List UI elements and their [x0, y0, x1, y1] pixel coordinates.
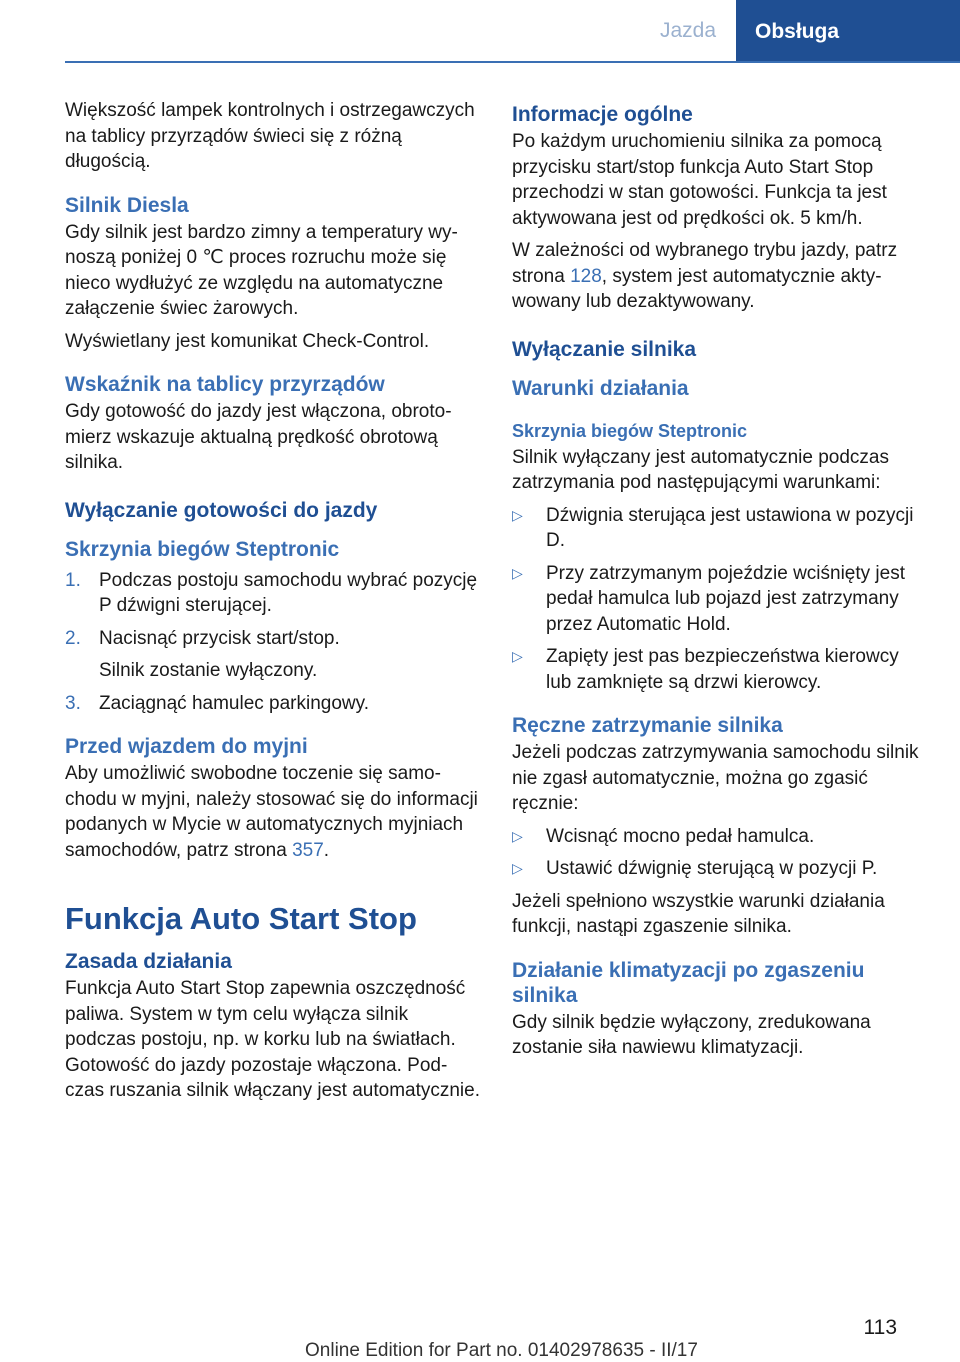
steptronic-heading-right: Skrzynia biegów Steptronic — [512, 420, 748, 441]
manual-step-text: Ustawić dźwignię sterującą w pozycji P. — [546, 858, 878, 879]
engine-off-heading: Wyłączanie silnika — [512, 337, 697, 361]
steptronic-paragraph: Silnik wyłączany jest automatycznie podczas zatrzymania pod następującymi warunkami: — [512, 446, 890, 493]
tacho-heading: Wskaźnik na tablicy przyrządów — [65, 373, 385, 396]
right-column — [512, 98, 927, 1068]
wash-text-end: . — [323, 839, 330, 861]
diesel-heading: Silnik Diesla — [65, 193, 189, 217]
triangle-bullet-icon: ▷ — [512, 860, 523, 876]
step-number: 2. — [65, 627, 81, 649]
left-column — [65, 98, 480, 1111]
triangle-bullet-icon: ▷ — [512, 564, 523, 581]
step-2-continuation: Silnik zostanie wyłączony. — [99, 660, 318, 681]
triangle-bullet-icon: ▷ — [512, 827, 523, 844]
list-item — [65, 691, 480, 717]
triangle-bullet-icon: ▷ — [512, 648, 523, 664]
ready-off-heading: Wyłączanie gotowości do jazdy — [65, 498, 378, 522]
list-item — [512, 561, 927, 638]
list-item — [65, 626, 480, 652]
list-item — [512, 824, 927, 850]
page-header — [0, 0, 960, 62]
condition-text: Dźwignia sterująca jest ustawiona w pozycji D. — [546, 504, 914, 551]
page-link-128[interactable]: 128 — [570, 265, 602, 287]
wash-text: Aby umożliwić swobodne toczenie się samochodu w myjni, należy stosować się do informacji podanych w Mycie w automatycznych myjniach samochodów, patrz strona — [65, 763, 478, 861]
intro-paragraph: Większość lampek kontrolnych i ostrzegawczych na tablicy przyrządów świeci się z różną długością. — [65, 100, 475, 172]
step-number: 1. — [65, 569, 81, 591]
list-item — [512, 644, 927, 695]
list-item — [65, 568, 480, 619]
general-text-end: , system jest automatycznie aktywowany lub dezaktywowany. — [512, 265, 882, 312]
condition-text: Przy zatrzymanym pojeździe wciśnięty jest pedał hamulca lub pojazd jest zatrzymany przez Automatic Hold. — [546, 562, 905, 635]
edition-footer: Online Edition for Part no. 01402978635 - II/17 — [305, 1340, 698, 1361]
general-paragraph-1: Po każdym uruchomieniu silnika za pomocą przycisku start/stop funkcja Auto Start Stop przechodzi w stan gotowości. Funkcja ta jest aktywowana jest od prędkości ok. 5 km/h. — [512, 131, 887, 229]
ac-paragraph: Gdy silnik będzie wyłączony, zredukowana zostanie siła nawiewu klimatyzacji. — [512, 1011, 871, 1058]
condition-text: Zapięty jest pas bezpieczeństwa kierowcy lub zamknięte są drzwi kierowcy. — [546, 646, 899, 693]
diesel-paragraph-1: Gdy silnik jest bardzo zimny a temperatury wynoszą poniżej 0 ℃ proces rozruchu może się nieco wydłużyć ze względu na automatyczne załączenie świec żarowych. — [65, 221, 458, 319]
steptronic-heading-left: Skrzynia biegów Steptronic — [65, 537, 340, 561]
header-tab-obsluga[interactable]: Obsługa — [736, 0, 960, 63]
principle-heading: Zasada działania — [65, 950, 232, 973]
triangle-bullet-icon: ▷ — [512, 506, 523, 523]
manual-paragraph-2: Jeżeli spełniono wszystkie warunki działania funkcji, nastąpi zgaszenie silnika. — [512, 890, 885, 937]
manual-step-text: Wcisnąć mocno pedał hamulca. — [546, 825, 815, 847]
list-item — [512, 856, 927, 882]
wash-paragraph — [65, 761, 480, 863]
header-rule — [65, 61, 960, 63]
principle-paragraph: Funkcja Auto Start Stop zapewnia oszczędność paliwa. System w tym celu wyłącza silnik podczas postoju, np. w korku lub na światłach. Gotowość do jazdy pozostaje włączona. Podczas ruszania silnik włączany jest automatycznie. — [65, 978, 481, 1101]
conditions-heading: Warunki działania — [512, 376, 689, 400]
manual-paragraph: Jeżeli podczas zatrzymywania samochodu silnik nie zgasł automatycznie, można go zgasić ręcznie: — [512, 742, 919, 814]
chapter-heading: Funkcja Auto Start Stop — [65, 901, 417, 936]
step-text: Zaciągnąć hamulec parkingowy. — [99, 692, 370, 714]
list-item — [512, 503, 927, 554]
wash-heading: Przed wjazdem do myjni — [65, 735, 308, 758]
diesel-paragraph-2: Wyświetlany jest komunikat Check-Control. — [65, 330, 430, 352]
step-number: 3. — [65, 692, 81, 714]
general-heading: Informacje ogólne — [512, 103, 693, 126]
step-text: Nacisnąć przycisk start/stop. — [99, 627, 340, 649]
page-number: 113 — [863, 1316, 897, 1339]
general-paragraph-2 — [512, 238, 927, 315]
page-link-357[interactable]: 357 — [292, 839, 324, 861]
ac-heading: Działanie klimatyzacji po zgaszeniu silnika — [512, 958, 865, 1007]
step-text: Podczas postoju samochodu wybrać pozycję P dźwigni sterującej. — [99, 569, 478, 616]
general-text: W zależności od wybranego trybu jazdy, patrz strona — [512, 240, 898, 287]
manual-stop-heading: Ręczne zatrzymanie silnika — [512, 714, 783, 737]
tacho-paragraph: Gdy gotowość do jazdy jest włączona, obrotomierz wskazuje aktualną prędkość obrotową silnika. — [65, 401, 452, 473]
header-tab-jazda[interactable]: Jazda — [659, 18, 717, 42]
